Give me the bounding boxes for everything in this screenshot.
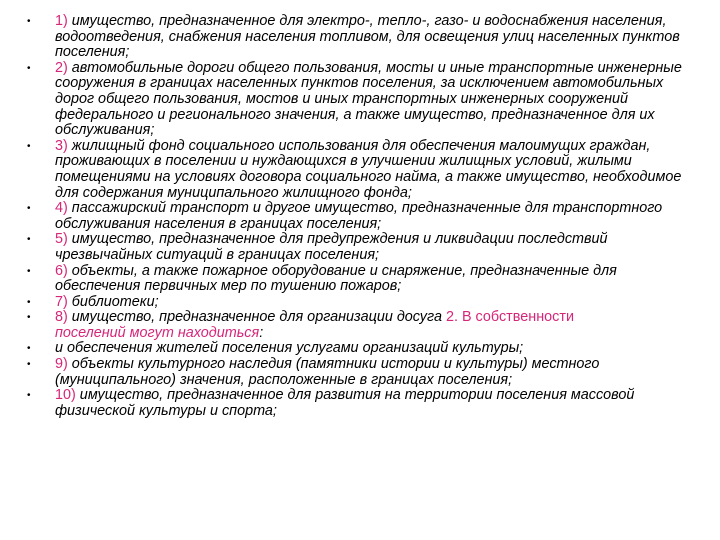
item-text: жилищный фонд социального использования для обеспечения малоимущих граждан, проживающих в поселении и нуждающихся в улучшении жилищных условий, жилыми помещениями на условиях договора социального найма, а также имущество, необходимое для содержания муниципального жилищного фонда; [55, 137, 682, 201]
list-item [24, 61, 702, 139]
item-text: имущество, предназначенное для развития на территории поселения массовой физической культуры и спорта; [55, 387, 635, 419]
bullet-icon: • [27, 343, 31, 355]
list-item [24, 232, 702, 263]
list-item [24, 14, 702, 61]
item-text: объекты культурного наследия (памятники истории и культуры) местного (муниципального) значения, расположенные в границах поселения; [55, 356, 600, 388]
item-number: 7) [55, 293, 68, 310]
bullet-icon: • [27, 265, 31, 277]
list-item [24, 341, 702, 357]
item-number: 1) [55, 13, 68, 29]
list-item [24, 388, 702, 419]
item-text: имущество, предназначенное для электро-, тепло-, газо- и водоснабжения населения, водоотведения, снабжения населения топливом, для освещения улиц населенных пунктов поселения; [55, 13, 680, 61]
item-text: библиотеки; [67, 293, 159, 310]
item-number: 9) [55, 356, 68, 373]
list-item [24, 310, 702, 341]
bullet-icon: • [27, 62, 31, 74]
bullet-icon: • [27, 234, 31, 246]
list-item [24, 139, 702, 201]
bullet-icon: • [27, 390, 31, 402]
bullet-icon: • [27, 16, 31, 27]
item-number: 4) [55, 200, 68, 217]
bullet-icon: • [27, 312, 31, 324]
list-item [24, 357, 702, 388]
item-number: 3) [55, 137, 68, 154]
list-item [24, 264, 702, 295]
item-text: автомобильные дороги общего пользования, мосты и иные транспортные инженерные сооружения в границах населенных пунктов поселения, за исключением автомобильных дорог общего пользования, мостов и иных транспортных инженерных сооружений федерального и регионального значения, а также имущество, предназначенное для их обслуживания; [55, 59, 682, 139]
item-number: 8) [55, 309, 68, 326]
item-number: 6) [55, 262, 68, 279]
item-number: 2) [55, 59, 68, 76]
list-item [24, 201, 702, 232]
item-text: имущество, предназначенное для организации досуга [67, 309, 446, 326]
bullet-icon: • [27, 140, 31, 152]
bullet-icon: • [27, 296, 31, 308]
item-text: объекты, а также пожарное оборудование и снаряжение, предназначенные для обеспечения первичных мер по тушению пожаров; [55, 262, 617, 295]
item-number: 10) [55, 387, 76, 404]
section-heading: 2. В собственности [445, 309, 574, 326]
item-text: и обеспечения жителей поселения услугами организаций культуры; [55, 340, 524, 357]
item-list [24, 14, 702, 419]
item-number: 5) [55, 231, 68, 248]
bullet-icon: • [27, 359, 31, 371]
bullet-icon: • [27, 203, 31, 215]
list-item [24, 295, 702, 311]
item-text: пассажирский транспорт и другое имущество, предназначенные для транспортного обслуживания населения в границах поселения; [55, 200, 663, 232]
item-text-tail: : [259, 324, 264, 341]
section-heading-continuation: поселений могут находиться [55, 324, 260, 341]
item-text: имущество, предназначенное для предупреждения и ликвидации последствий чрезвычайных ситуаций в границах поселения; [55, 231, 608, 263]
